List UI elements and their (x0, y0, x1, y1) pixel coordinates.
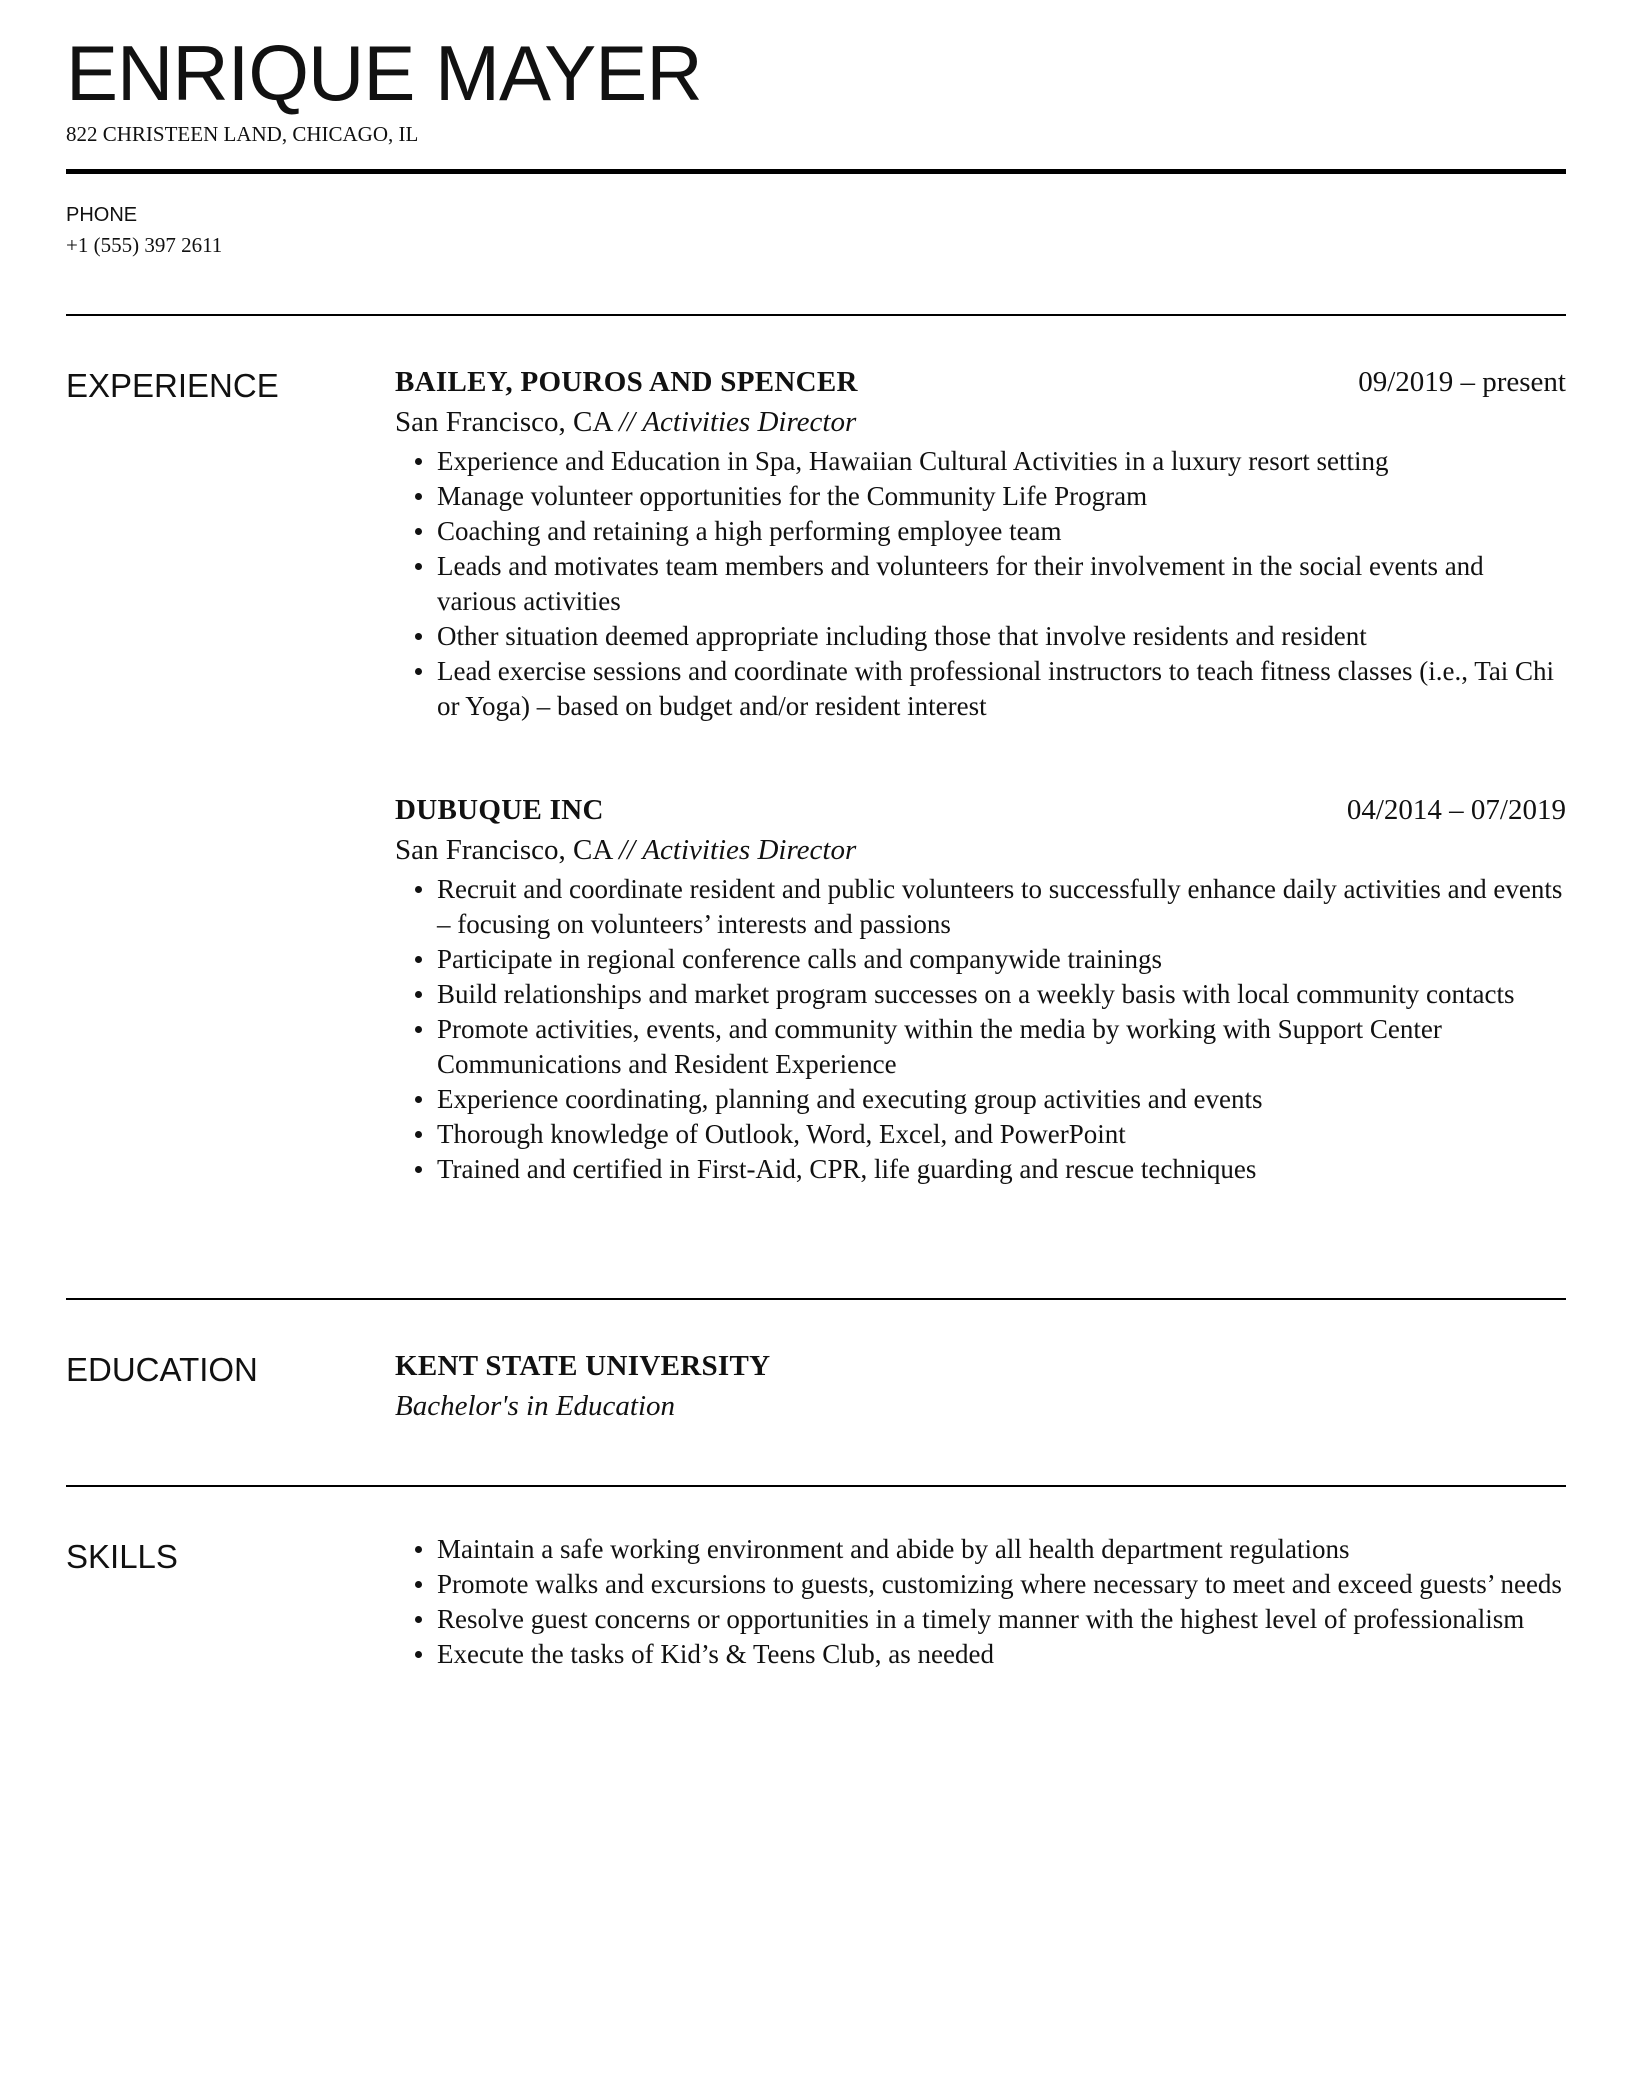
job-location: San Francisco, CA (395, 406, 612, 438)
list-item (395, 977, 1566, 1012)
list-item (395, 1532, 1566, 1567)
job-role: Activities Director (642, 406, 857, 438)
bullet-icon (415, 1546, 422, 1553)
candidate-address: 822 CHRISTEEN LAND, CHICAGO, IL (66, 122, 419, 146)
list-item (395, 549, 1566, 619)
list-item (395, 619, 1566, 654)
bullet-text: Participate in regional conference calls and companywide trainings (437, 944, 1162, 974)
job-company: DUBUQUE INC (395, 794, 604, 826)
bullet-text: Build relationships and market program successes on a weekly basis with local community contacts (437, 979, 1515, 1009)
phone-number: +1 (555) 397 2611 (66, 233, 223, 257)
bullet-icon (415, 1166, 422, 1173)
bullet-text: Coaching and retaining a high performing employee team (437, 516, 1062, 546)
list-item (395, 1012, 1566, 1082)
list-item (395, 1117, 1566, 1152)
skills-heading: SKILLS (66, 1538, 178, 1575)
job-header (395, 362, 1566, 402)
bullet-icon (415, 1581, 422, 1588)
bullet-text: Promote activities, events, and community within the media by working with Support Center Communications and Resident Experience (437, 1014, 1442, 1079)
job-entry (395, 362, 1566, 724)
section-divider (66, 314, 1566, 316)
list-item (395, 479, 1566, 514)
education-school: KENT STATE UNIVERSITY (395, 1350, 771, 1382)
bullet-text: Thorough knowledge of Outlook, Word, Excel, and PowerPoint (437, 1119, 1126, 1149)
job-subline (395, 402, 1566, 442)
education-entry (395, 1346, 1566, 1426)
skill-text: Resolve guest concerns or opportunities in a timely manner with the highest level of professionalism (437, 1604, 1525, 1634)
header-divider (66, 169, 1566, 174)
education-heading: EDUCATION (66, 1351, 258, 1388)
bullet-text: Lead exercise sessions and coordinate with professional instructors to teach fitness classes (i.e., Tai Chi or Yoga) – based on budget and/or resident interest (437, 656, 1555, 721)
list-item (395, 872, 1566, 942)
job-location: San Francisco, CA (395, 834, 612, 866)
bullet-text: Manage volunteer opportunities for the Community Life Program (437, 481, 1148, 511)
bullet-icon (415, 668, 422, 675)
list-item (395, 1152, 1566, 1187)
job-header (395, 790, 1566, 830)
list-item (395, 444, 1566, 479)
job-dates: 04/2014 – 07/2019 (1346, 794, 1566, 826)
candidate-name: ENRIQUE MAYER (66, 29, 702, 117)
bullet-text: Recruit and coordinate resident and public volunteers to successfully enhance daily activities and events – focusing on volunteers’ interests and passions (437, 874, 1563, 939)
experience-heading: EXPERIENCE (66, 367, 279, 404)
bullet-icon (415, 493, 422, 500)
list-item (395, 514, 1566, 549)
job-role: Activities Director (642, 834, 857, 866)
bullet-icon (415, 1096, 422, 1103)
phone-label: PHONE (66, 204, 138, 226)
bullet-icon (415, 1131, 422, 1138)
list-item (395, 1602, 1566, 1637)
list-item (395, 1567, 1566, 1602)
bullet-icon (415, 956, 422, 963)
job-bullet-list (395, 872, 1566, 1187)
skill-text: Maintain a safe working environment and abide by all health department regulations (437, 1534, 1350, 1564)
job-subline (395, 830, 1566, 870)
skill-text: Promote walks and excursions to guests, customizing where necessary to meet and exceed guests’ needs (437, 1569, 1562, 1599)
bullet-text: Leads and motivates team members and volunteers for their involvement in the social events and various activities (437, 551, 1484, 616)
job-separator: // (618, 406, 636, 438)
bullet-icon (415, 633, 422, 640)
bullet-text: Other situation deemed appropriate including those that involve residents and resident (437, 621, 1367, 651)
bullet-icon (415, 1616, 422, 1623)
skill-text: Execute the tasks of Kid’s & Teens Club, as needed (437, 1639, 994, 1669)
list-item (395, 1082, 1566, 1117)
bullet-icon (415, 1651, 422, 1658)
list-item (395, 942, 1566, 977)
bullet-icon (415, 563, 422, 570)
bullet-icon (415, 991, 422, 998)
job-entry (395, 790, 1566, 1187)
job-bullet-list (395, 444, 1566, 724)
education-degree (395, 1386, 1566, 1426)
job-separator: // (618, 834, 636, 866)
bullet-icon (415, 1026, 422, 1033)
bullet-icon (415, 528, 422, 535)
degree-text: Bachelor's in Education (395, 1390, 676, 1422)
list-item (395, 654, 1566, 724)
job-dates: 09/2019 – present (1358, 366, 1566, 398)
bullet-text: Experience coordinating, planning and executing group activities and events (437, 1084, 1263, 1114)
bullet-text: Experience and Education in Spa, Hawaiian Cultural Activities in a luxury resort setting (437, 446, 1389, 476)
skills-list (395, 1532, 1566, 1672)
section-divider (66, 1485, 1566, 1487)
skills-entry (395, 1532, 1566, 1672)
bullet-text: Trained and certified in First-Aid, CPR, life guarding and rescue techniques (437, 1154, 1257, 1184)
list-item (395, 1637, 1566, 1672)
section-divider (66, 1298, 1566, 1300)
bullet-icon (415, 458, 422, 465)
job-company: BAILEY, POUROS AND SPENCER (395, 366, 858, 398)
bullet-icon (415, 886, 422, 893)
